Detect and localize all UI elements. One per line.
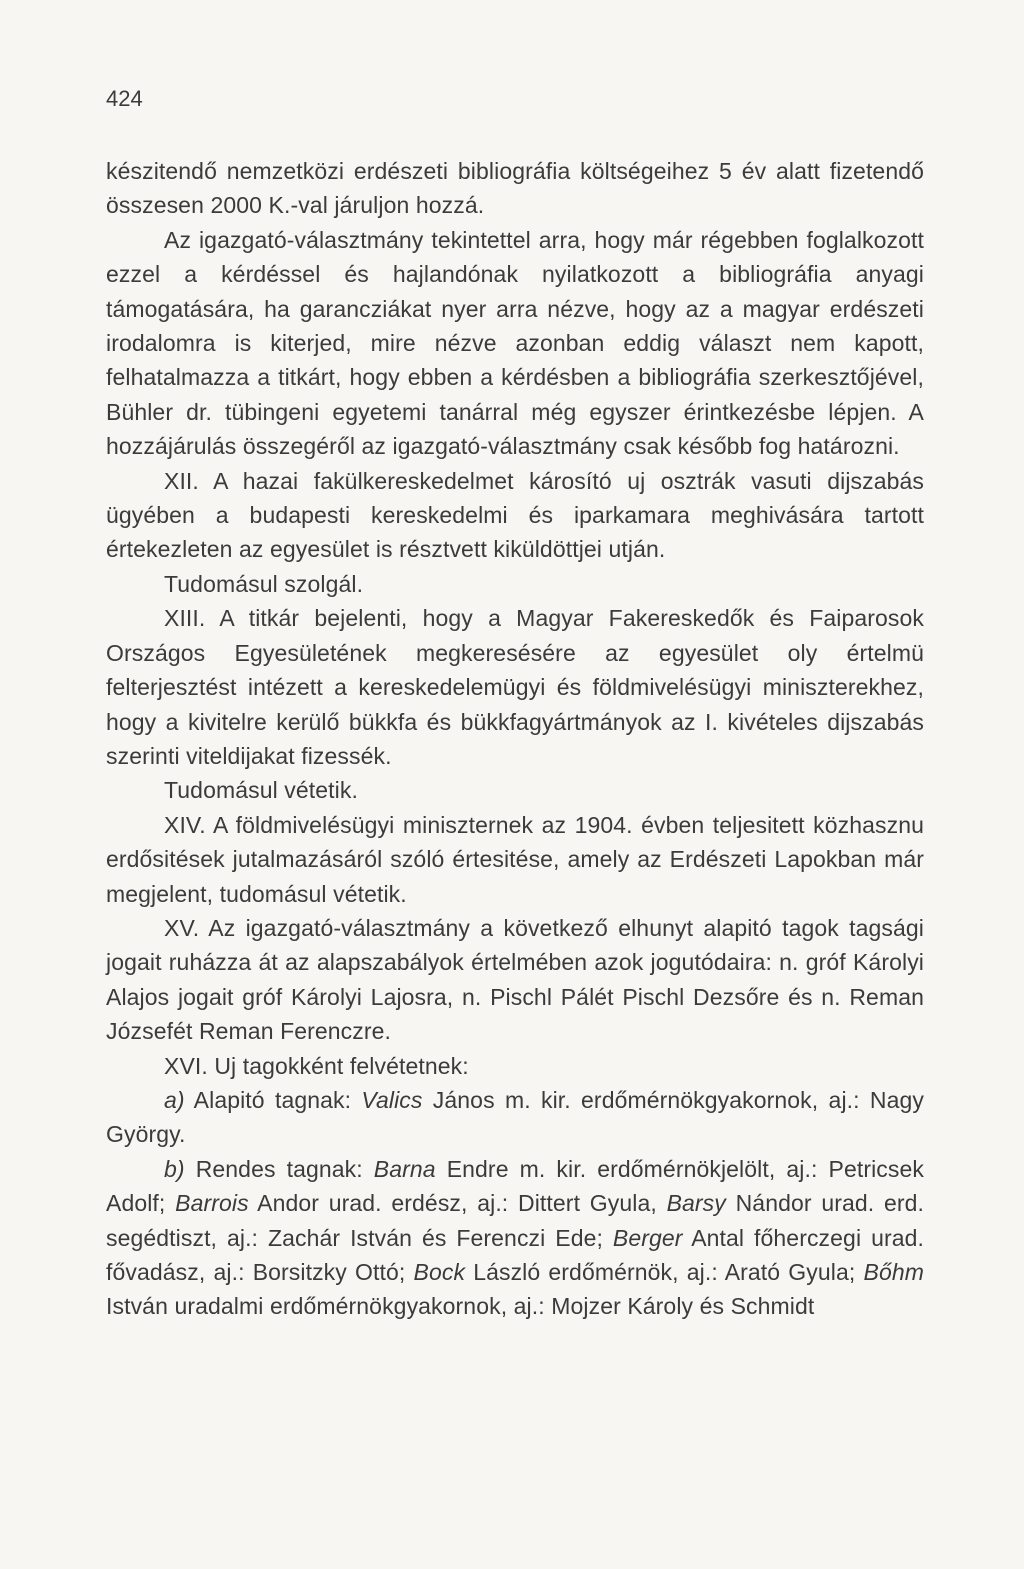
member-name: Berger — [612, 1224, 683, 1251]
paragraph-regular-members — [106, 1152, 924, 1324]
paragraph-item-xvi: XVI. Uj tagokként felvétetnek: — [164, 1052, 469, 1079]
page-number: 424 — [106, 86, 143, 111]
paragraph-noted-2: Tudomásul vétetik. — [164, 777, 358, 804]
member-details: László erdőmérnök, aj.: Arató Gyula; — [465, 1259, 864, 1285]
member-name: Barrois — [175, 1190, 249, 1217]
member-details: István uradalmi erdőmérnökgyakornok, aj.: Mojzer Károly és Schmidt — [106, 1293, 815, 1320]
member-details: Andor urad. erdész, aj.: Dittert Gyula, — [248, 1190, 667, 1217]
paragraph-board-decision: Az igazgató-választmány tekintettel arra, hogy már régebben foglalkozott ezzel a kérdéssel és hajlandónak nyilatkozott a bibliográfia anyagi támogatására, ha garancziákat nyer arra nézve, hogy az a magyar erdészeti irodalomra is kiterjed, mire nézve azonban eddig választ nem kapott, felhatalmazza a titkárt, hogy ebben a kérdésben a bibliográfia szerkesztőjével, Bühler dr. tübingeni egyetemi tanárral még egyszer érintkezésbe lépjen. A hozzájárulás összegéről az igazgató-választmány csak később fog határozni. — [106, 226, 924, 460]
paragraph-noted-1: Tudomásul szolgál. — [164, 570, 364, 597]
paragraph-bibliography-contribution: készitendő nemzetközi erdészeti bibliográfia költségeihez 5 év alatt fizetendő összesen 2000 K.-val járuljon hozzá. — [106, 158, 924, 219]
member-details: Endre m. kir. erdőmérnökjelölt, aj.: Petricsek Adolf; — [106, 1155, 924, 1217]
member-name: Barna — [373, 1155, 436, 1182]
member-name: Barsy — [666, 1190, 726, 1217]
page-body — [106, 154, 924, 1324]
paragraph-founding-members — [106, 1083, 924, 1152]
founding-intro: Alapitó tagnak: — [184, 1086, 362, 1113]
member-name: Bock — [413, 1259, 466, 1285]
member-details: Nándor urad. erd. segédtiszt, aj.: Zachár István és Ferenczi Ede; — [106, 1190, 925, 1251]
paragraph-item-xiv: XIV. A földmivelésügyi miniszternek az 1904. évben teljesitett közhasznu erdősitések jutalmazásáról szóló értesitése, amely az Erdészeti Lapokban már megjelent, tudomásul vétetik. — [106, 811, 924, 907]
member-name: Bőhm — [863, 1259, 925, 1285]
list-label-b: b) — [164, 1155, 185, 1182]
regular-intro: Rendes tagnak: — [184, 1155, 374, 1182]
paragraph-item-xii: XII. A hazai fakülkereskedelmet károsító uj osztrák vasuti dijszabás ügyében a budapesti kereskedelmi és iparkamara meghivására tartott értekezleten az egyesület is résztvett kiküldöttjei utján. — [106, 467, 924, 563]
member-name: Valics — [361, 1086, 423, 1113]
paragraph-item-xiii: XIII. A titkár bejelenti, hogy a Magyar Fakereskedők és Faiparosok Országos Egyesületének megkeresésére az egyesület oly értelmü felterjesztést intézett a kereskedelemügyi és földmivelésügyi miniszterekhez, hogy a kivitelre kerülő bükkfa és bükkfagyártmányok az I. kivételes dijszabás szerinti viteldijakat fizessék. — [106, 605, 924, 769]
member-details: Antal főherczegi urad. fővadász, aj.: Borsitzky Ottó; — [106, 1224, 924, 1285]
list-label-a: a) — [164, 1086, 185, 1113]
member-details: János m. kir. erdőmérnökgyakornok, aj.: Nagy György. — [106, 1086, 925, 1148]
paragraph-item-xv: XV. Az igazgató-választmány a következő elhunyt alapitó tagok tagsági jogait ruházza át az alapszabályok értelmében azok jogutódaira: n. gróf Károlyi Alajos jogait gróf Károlyi Lajosra, n. Pischl Pálét Pischl Dezsőre és n. Reman Józsefét Reman Ferenczre. — [106, 914, 924, 1045]
